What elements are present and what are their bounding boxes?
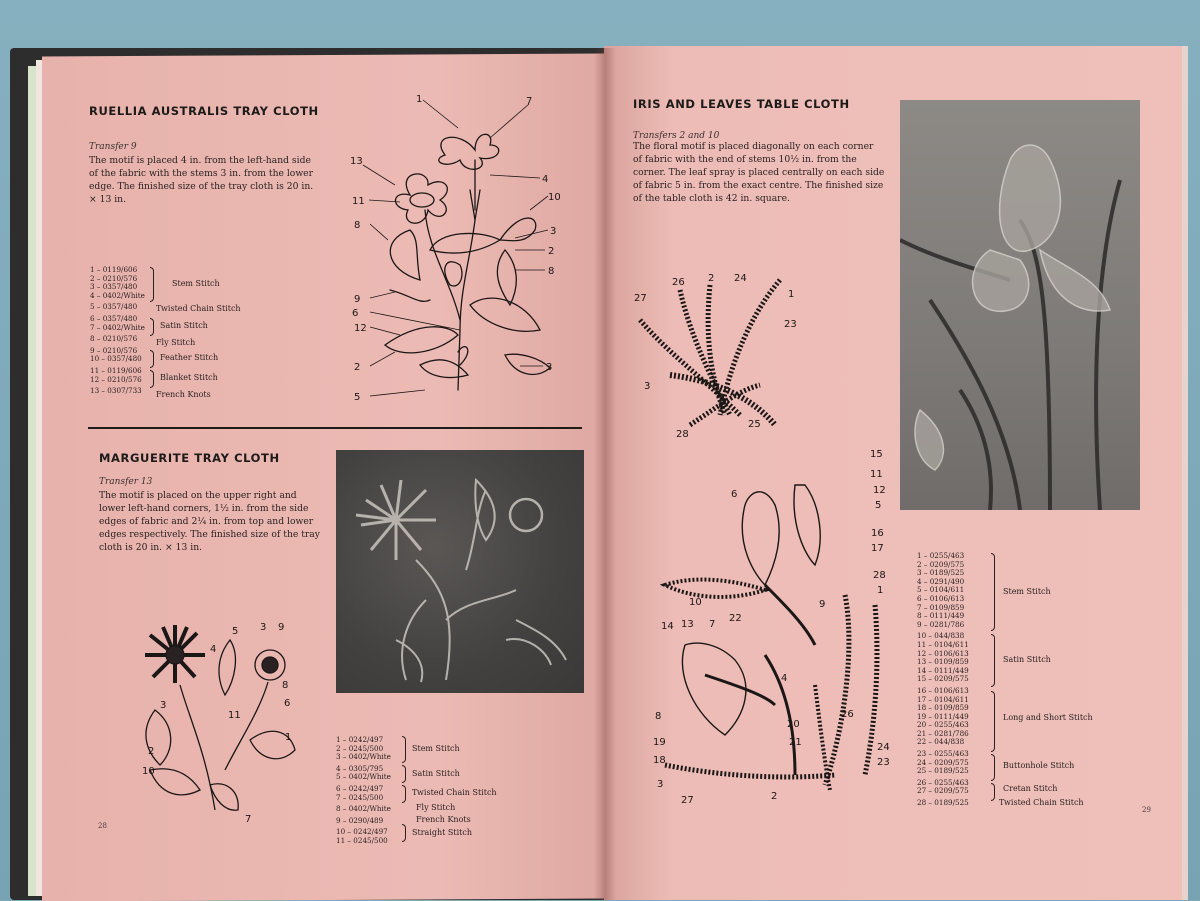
legend-row: 25 – 0189/525 [917, 766, 969, 776]
section-divider [88, 427, 582, 429]
diagram-number: 2 [148, 746, 155, 757]
marguerite-title: MARGUERITE TRAY CLOTH [99, 451, 280, 465]
ruellia-stem-main [425, 210, 460, 320]
legend-stitch: Twisted Chain Stitch [412, 788, 497, 797]
legend-row: 9 – 0281/786 [917, 619, 965, 629]
marguerite-legend [336, 736, 506, 846]
legend-row: 8 – 0210/576 [90, 334, 138, 344]
leaf [150, 769, 200, 795]
legend-brace [402, 736, 406, 763]
iris-description: The floral motif is placed diagonally on each corner of fabric with the end of stems 10½ in. from the corner. The leaf spray is placed centrally on each side of fabric 5 in. from the exact centre. The finished size of the table cloth is 42 in. square. [633, 141, 885, 204]
diagram-number: 16 [871, 528, 884, 539]
marguerite-diagram [120, 600, 310, 825]
legend-row: 3 – 0189/525 [917, 568, 965, 578]
legend-row: 16 – 0106/613 [917, 685, 969, 695]
diagram-number: 20 [787, 719, 800, 730]
daisy [145, 625, 205, 683]
legend-row: 4 – 0402/White [90, 290, 145, 300]
legend-stitch: Straight Stitch [412, 828, 472, 837]
diagram-number: 3 [160, 700, 167, 711]
legend-brace [991, 754, 995, 781]
leaf [420, 360, 468, 378]
diagram-number: 22 [729, 613, 742, 624]
diagram-number: 6 [731, 489, 738, 500]
legend-stitch: Twisted Chain Stitch [999, 798, 1084, 807]
legend-row: 4 – 0305/795 [336, 763, 384, 773]
diagram-number: 21 [789, 737, 802, 748]
legend-stitch: Stem Stitch [172, 279, 220, 288]
iris-fall [665, 580, 765, 597]
flower-center [410, 193, 434, 207]
diagram-number: 3 [546, 362, 553, 373]
legend-stitch: Twisted Chain Stitch [156, 304, 241, 313]
legend-row: 8 – 0402/White [336, 804, 391, 814]
leaf [497, 250, 516, 305]
legend-brace [991, 783, 995, 801]
legend-row: 1 – 0242/497 [336, 735, 384, 744]
diagram-number: 10 [142, 766, 155, 777]
diagram-number: 7 [526, 96, 533, 107]
legend-stitch: Satin Stitch [160, 321, 208, 330]
diagram-number: 1 [877, 585, 884, 596]
ruellia-diagram [340, 90, 570, 410]
legend-row: 7 – 0402/White [90, 322, 145, 332]
diagram-number: 11 [352, 196, 365, 207]
diagram-number: 8 [282, 680, 289, 691]
diagram-number: 6 [284, 698, 291, 709]
legend-row: 13 – 0109/859 [917, 657, 969, 667]
legend-row: 14 – 0111/449 [917, 665, 969, 675]
ruellia-title: RUELLIA AUSTRALIS TRAY CLOTH [89, 104, 319, 118]
legend-row: 4 – 0291/490 [917, 576, 965, 586]
legend-stitch: Blanket Stitch [160, 373, 218, 382]
iris-diagram [645, 445, 895, 825]
diagram-number: 14 [661, 621, 674, 632]
diagram-number: 25 [748, 419, 761, 430]
diagram-number: 5 [232, 626, 239, 637]
diagram-number: 5 [354, 392, 361, 403]
leaf [219, 640, 235, 695]
diagram-number: 10 [689, 597, 702, 608]
stem [225, 682, 268, 770]
ruellia-transfer: Transfer 9 [89, 142, 137, 152]
diagram-number: 1 [285, 732, 292, 743]
diagram-number: 2 [771, 791, 778, 802]
legend-row: 22 – 044/838 [917, 737, 965, 747]
iris-leaf [825, 595, 849, 785]
iris-photo [900, 100, 1140, 510]
legend-row: 2 – 0245/500 [336, 743, 384, 753]
diagram-number: 26 [672, 277, 685, 288]
knot-center [262, 657, 278, 673]
legend-row: 23 – 0255/463 [917, 749, 969, 759]
iris-petal [794, 485, 820, 565]
diagram-number: 7 [709, 619, 716, 630]
diagram-number: 24 [877, 742, 890, 753]
diagram-number: 13 [350, 156, 363, 167]
iris-title: IRIS AND LEAVES TABLE CLOTH [633, 97, 850, 111]
iris-stem [765, 585, 815, 645]
legend-row: 5 – 0104/611 [917, 585, 965, 595]
marguerite-description: The motif is placed on the upper right and lower left-hand corners, 1½ in. from the side edges of fabric and 2¼ in. from top and lower edges respectively. The finished size of the tray cloth is 20 in. × 13 in. [99, 490, 320, 553]
diagram-number: 2 [548, 246, 555, 257]
marguerite-transfer: Transfer 13 [99, 477, 153, 487]
page-number-right: 29 [1142, 806, 1151, 814]
diagram-number: 11 [228, 710, 241, 721]
legend-row: 1 – 0255/463 [917, 551, 965, 560]
legend-row: 11 – 0104/611 [917, 639, 969, 649]
legend-brace [150, 318, 154, 336]
book-gutter [594, 48, 616, 900]
legend-row: 12 – 0106/613 [917, 648, 969, 658]
diagram-number: 19 [653, 737, 666, 748]
diagram-number: 4 [210, 644, 217, 655]
leaf-stem [390, 290, 430, 301]
diagram-number: 7 [245, 814, 252, 825]
legend-row: 7 – 0109/859 [917, 602, 965, 612]
iris-flower-lower [682, 643, 746, 735]
marguerite-photo [336, 450, 584, 693]
legend-row: 6 – 0357/480 [90, 313, 138, 323]
legend-row: 24 – 0209/575 [917, 757, 969, 767]
leaf [640, 320, 740, 415]
legend-brace [402, 765, 406, 783]
legend-row: 27 – 0209/575 [917, 786, 969, 796]
legend-brace [150, 267, 154, 302]
ruellia-legend [90, 266, 260, 406]
leaf [430, 233, 500, 253]
legend-row: 6 – 0106/613 [917, 593, 965, 603]
legend-row: 10 – 0357/480 [90, 354, 142, 364]
diagram-number: 23 [784, 319, 797, 330]
legend-row: 9 – 0210/576 [90, 345, 138, 355]
legend-brace [150, 350, 154, 368]
diagram-number: 3 [550, 226, 557, 237]
legend-row: 11 – 0119/606 [90, 365, 142, 375]
diagram-number: 17 [871, 543, 884, 554]
diagram-number: 4 [542, 174, 549, 185]
legend-row: 12 – 0210/576 [90, 374, 142, 384]
legend-brace [150, 370, 154, 388]
leaf [470, 298, 540, 331]
diagram-number: 6 [352, 308, 359, 319]
diagram-number: 28 [676, 429, 689, 440]
diagram-number: 8 [655, 711, 662, 722]
page-number-left: 28 [98, 822, 107, 830]
legend-row: 20 – 0255/463 [917, 720, 969, 730]
legend-brace [991, 553, 995, 631]
legend-brace [991, 691, 995, 752]
iris-stem [705, 675, 775, 705]
legend-row: 28 – 0189/525 [917, 798, 969, 808]
diagram-number: 5 [875, 500, 882, 511]
legend-stitch: Satin Stitch [1003, 655, 1051, 664]
leaf-spray-diagram [630, 265, 805, 445]
diagram-number: 15 [870, 449, 883, 460]
legend-stitch: French Knots [156, 390, 211, 399]
legend-row: 5 – 0402/White [336, 772, 391, 782]
legend-stitch: Buttonhole Stitch [1003, 761, 1075, 770]
iris-petal [742, 492, 779, 585]
legend-stitch: French Knots [416, 815, 471, 824]
diagram-number: 9 [354, 294, 361, 305]
diagram-number: 1 [788, 289, 795, 300]
diagram-number: 27 [634, 293, 647, 304]
diagram-number: 3 [260, 622, 267, 633]
legend-row: 21 – 0281/786 [917, 728, 969, 738]
diagram-number: 3 [657, 779, 664, 790]
legend-row: 17 – 0104/611 [917, 694, 969, 704]
legend-stitch: Feather Stitch [160, 353, 219, 362]
legend-row: 13 – 0307/733 [90, 386, 142, 396]
diagram-number: 3 [644, 381, 651, 392]
legend-stitch: Fly Stitch [156, 338, 196, 347]
legend-row: 5 – 0357/480 [90, 302, 138, 312]
legend-stitch: Stem Stitch [1003, 587, 1051, 596]
leaf [385, 327, 458, 353]
diagram-number: 12 [873, 485, 886, 496]
legend-row: 2 – 0210/576 [90, 273, 138, 283]
diagram-number: 2 [354, 362, 361, 373]
diagram-number: 13 [681, 619, 694, 630]
ruellia-flower-left [395, 174, 447, 223]
legend-row: 7 – 0245/500 [336, 792, 384, 802]
legend-stitch: Fly Stitch [416, 803, 456, 812]
leaf [670, 375, 775, 425]
legend-row: 19 – 0111/449 [917, 711, 969, 721]
legend-stitch: Long and Short Stitch [1003, 713, 1093, 722]
diagram-number: 9 [819, 599, 826, 610]
diagram-number: 26 [841, 709, 854, 720]
diagram-number: 24 [734, 273, 747, 284]
leaf [720, 280, 780, 415]
legend-row: 15 – 0209/575 [917, 674, 969, 684]
diagram-number: 11 [870, 469, 883, 480]
iris-stem [765, 655, 795, 775]
legend-brace [402, 785, 406, 803]
diagram-number: 4 [781, 673, 788, 684]
legend-row: 3 – 0357/480 [90, 282, 138, 292]
legend-row: 9 – 0290/489 [336, 815, 384, 825]
diagram-number: 18 [653, 755, 666, 766]
legend-row: 8 – 0111/449 [917, 611, 965, 621]
diagram-number: 27 [681, 795, 694, 806]
legend-row: 2 – 0209/575 [917, 559, 965, 569]
ruellia-description: The motif is placed 4 in. from the left-hand side of the fabric with the stems 3 in. from the lower edge. The finished size of the tray cloth is 20 in. × 13 in. [89, 155, 314, 205]
iris-leaf [665, 765, 835, 777]
diagram-number: 8 [548, 266, 555, 277]
legend-stitch: Cretan Stitch [1003, 784, 1058, 793]
diagram-number: 12 [354, 323, 367, 334]
diagram-number: 8 [354, 220, 361, 231]
legend-row: 11 – 0245/500 [336, 835, 388, 845]
legend-brace [991, 634, 995, 687]
legend-row: 18 – 0109/859 [917, 703, 969, 713]
diagram-number: 28 [873, 570, 886, 581]
diagram-number: 9 [278, 622, 285, 633]
legend-row: 10 – 0242/497 [336, 827, 388, 837]
ruellia-flower-top [439, 134, 499, 169]
legend-stitch: Stem Stitch [412, 744, 460, 753]
leaf [390, 230, 420, 280]
legend-row: 6 – 0242/497 [336, 783, 384, 793]
diagram-number: 23 [877, 757, 890, 768]
iris-leaf [865, 605, 877, 775]
iris-legend [917, 552, 1117, 817]
iris-transfer: Transfers 2 and 10 [633, 131, 720, 141]
legend-row: 1 – 0119/606 [90, 265, 138, 274]
legend-row: 3 – 0402/White [336, 752, 391, 762]
legend-row: 26 – 0255/463 [917, 777, 969, 787]
legend-row: 10 – 044/838 [917, 631, 965, 641]
legend-stitch: Satin Stitch [412, 769, 460, 778]
diagram-number: 10 [548, 192, 561, 203]
legend-brace [402, 824, 406, 842]
diagram-number: 2 [708, 273, 715, 284]
diagram-number: 1 [416, 94, 423, 105]
leaf [505, 354, 553, 374]
